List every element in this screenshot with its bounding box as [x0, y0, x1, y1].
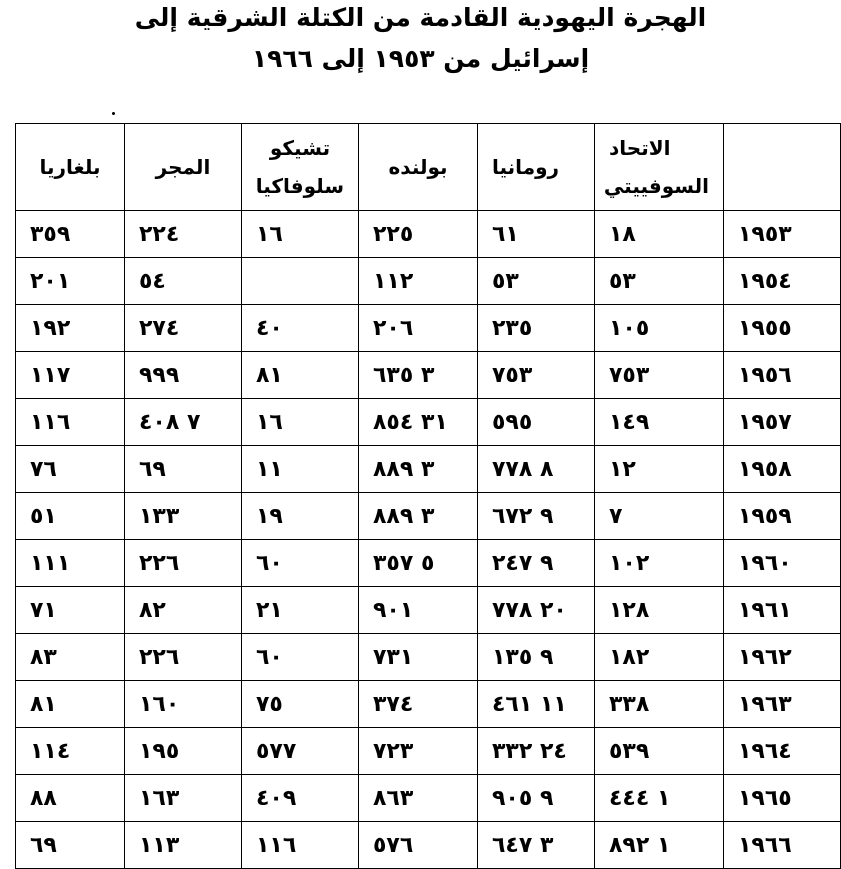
- table-cell: ٧٣١: [359, 634, 478, 681]
- table-cell: ١٨: [595, 211, 724, 258]
- table-cell: ٣ ٦٣٥: [359, 352, 478, 399]
- table-cell: ٩ ٦٧٢: [478, 493, 595, 540]
- year-cell: ١٩٥٧: [724, 399, 841, 446]
- column-header: الاتحاد السوفييتي: [595, 124, 724, 211]
- table-cell: ٧١: [16, 587, 125, 634]
- column-header: بولنده: [359, 124, 478, 211]
- table-cell: ٥١: [16, 493, 125, 540]
- column-header: تشيكو سلوفاكيا: [242, 124, 359, 211]
- table-cell: ٨ ٧٧٨: [478, 446, 595, 493]
- table-row: [16, 822, 841, 869]
- table-cell: ٨٨: [16, 775, 125, 822]
- table-cell: ١٦: [242, 211, 359, 258]
- table-cell: ٦٩: [16, 822, 125, 869]
- table-cell: ٥٣٩: [595, 728, 724, 775]
- column-header: بلغاريا: [16, 124, 125, 211]
- year-cell: ١٩٥٥: [724, 305, 841, 352]
- table-cell: ٩٩٩: [125, 352, 242, 399]
- table-row: [16, 446, 841, 493]
- table-cell: ١٣٣: [125, 493, 242, 540]
- year-cell: ١٩٦١: [724, 587, 841, 634]
- column-header: رومانيا: [478, 124, 595, 211]
- table-cell: ٨١: [16, 681, 125, 728]
- table-cell: ٨٦٣: [359, 775, 478, 822]
- year-cell: ١٩٦٥: [724, 775, 841, 822]
- table-cell: ٢٤ ٣٣٢: [478, 728, 595, 775]
- table-cell: ٧٢٣: [359, 728, 478, 775]
- table-cell: ٢١: [242, 587, 359, 634]
- table-cell: ٧ ٤٠٨: [125, 399, 242, 446]
- table-cell: ٧٦: [16, 446, 125, 493]
- year-cell: ١٩٥٦: [724, 352, 841, 399]
- table-row: [16, 352, 841, 399]
- table-cell: [242, 258, 359, 305]
- table-row: [16, 634, 841, 681]
- table-cell: ١١ ٤٦١: [478, 681, 595, 728]
- table-cell: ٢٠٦: [359, 305, 478, 352]
- stray-dot: [112, 112, 115, 115]
- table-cell: ١٦٣: [125, 775, 242, 822]
- table-cell: ١٠٢: [595, 540, 724, 587]
- table-cell: ١٨٢: [595, 634, 724, 681]
- table-cell: ٥٣: [595, 258, 724, 305]
- table-cell: ١١٦: [242, 822, 359, 869]
- table-cell: ٤٠: [242, 305, 359, 352]
- table-cell: ٩ ١٣٥: [478, 634, 595, 681]
- page-title-line-2: إسرائيل من ١٩٥٣ إلى ١٩٦٦: [251, 44, 590, 73]
- header-row: [16, 124, 841, 211]
- table-cell: ١٦٠: [125, 681, 242, 728]
- table-cell: ٧٥: [242, 681, 359, 728]
- table-cell: ١ ٤٤٤: [595, 775, 724, 822]
- table-cell: ٧٥٣: [478, 352, 595, 399]
- table-cell: ٦٠: [242, 634, 359, 681]
- table-cell: ٥٩٥: [478, 399, 595, 446]
- table-cell: ٣ ٨٨٩: [359, 446, 478, 493]
- column-header: المجر: [125, 124, 242, 211]
- table-row: [16, 681, 841, 728]
- table-cell: ٩ ٩٠٥: [478, 775, 595, 822]
- table-cell: ٨٣: [16, 634, 125, 681]
- table-cell: ٥٧٧: [242, 728, 359, 775]
- table-cell: ١٩٢: [16, 305, 125, 352]
- table-cell: ٢٢٥: [359, 211, 478, 258]
- table-row: [16, 258, 841, 305]
- table-cell: ٢٠ ٧٧٨: [478, 587, 595, 634]
- table-cell: ٣ ٦٤٧: [478, 822, 595, 869]
- year-cell: ١٩٥٨: [724, 446, 841, 493]
- table-cell: ٣١ ٨٥٤: [359, 399, 478, 446]
- table-cell: ١١٢: [359, 258, 478, 305]
- table-cell: ٥٧٦: [359, 822, 478, 869]
- table-row: [16, 399, 841, 446]
- table-cell: ٧: [595, 493, 724, 540]
- table-cell: ٣ ٨٨٩: [359, 493, 478, 540]
- table-cell: ١٤٩: [595, 399, 724, 446]
- year-cell: ١٩٦٤: [724, 728, 841, 775]
- column-header: [724, 124, 841, 211]
- table-row: [16, 587, 841, 634]
- year-cell: ١٩٦٦: [724, 822, 841, 869]
- page-title-line-1: الهجرة اليهودية القادمة من الكتلة الشرقية إلى: [134, 3, 707, 32]
- year-cell: ١٩٥٩: [724, 493, 841, 540]
- table-row: [16, 493, 841, 540]
- table-cell: ٧٥٣: [595, 352, 724, 399]
- year-cell: ١٩٦٠: [724, 540, 841, 587]
- table-cell: ٢٢٤: [125, 211, 242, 258]
- year-cell: ١٩٥٣: [724, 211, 841, 258]
- table-cell: ٨٢: [125, 587, 242, 634]
- table-row: [16, 211, 841, 258]
- table-cell: ١١٧: [16, 352, 125, 399]
- table-cell: ٥٣: [478, 258, 595, 305]
- year-cell: ١٩٥٤: [724, 258, 841, 305]
- table-cell: ٦٩: [125, 446, 242, 493]
- table-cell: ١٩٥: [125, 728, 242, 775]
- table-cell: ٥٤: [125, 258, 242, 305]
- table-cell: ٤٠٩: [242, 775, 359, 822]
- table-cell: ٥ ٣٥٧: [359, 540, 478, 587]
- table-cell: ٣٣٨: [595, 681, 724, 728]
- table-cell: ٢٣٥: [478, 305, 595, 352]
- table-cell: ٢٢٦: [125, 634, 242, 681]
- table-cell: ١١٦: [16, 399, 125, 446]
- table-cell: ١ ٨٩٢: [595, 822, 724, 869]
- year-cell: ١٩٦٢: [724, 634, 841, 681]
- table-cell: ١١: [242, 446, 359, 493]
- table-cell: ٦٠: [242, 540, 359, 587]
- immigration-table: [15, 123, 841, 869]
- year-cell: ١٩٦٣: [724, 681, 841, 728]
- table-cell: ٩٠١: [359, 587, 478, 634]
- table-cell: ١٠٥: [595, 305, 724, 352]
- table-cell: ١١٤: [16, 728, 125, 775]
- table-cell: ١١١: [16, 540, 125, 587]
- table-cell: ١٩: [242, 493, 359, 540]
- table-cell: ٢٧٤: [125, 305, 242, 352]
- table-cell: ٦١: [478, 211, 595, 258]
- table-cell: ٨١: [242, 352, 359, 399]
- table-cell: ٢٢٦: [125, 540, 242, 587]
- table-cell: ٣٥٩: [16, 211, 125, 258]
- table-cell: ١٢: [595, 446, 724, 493]
- table-row: [16, 775, 841, 822]
- table-cell: ٩ ٢٤٧: [478, 540, 595, 587]
- table-cell: ٢٠١: [16, 258, 125, 305]
- table-cell: ١٢٨: [595, 587, 724, 634]
- table-cell: ١١٣: [125, 822, 242, 869]
- table-cell: ٣٧٤: [359, 681, 478, 728]
- table-cell: ١٦: [242, 399, 359, 446]
- table-row: [16, 540, 841, 587]
- table-row: [16, 305, 841, 352]
- table-row: [16, 728, 841, 775]
